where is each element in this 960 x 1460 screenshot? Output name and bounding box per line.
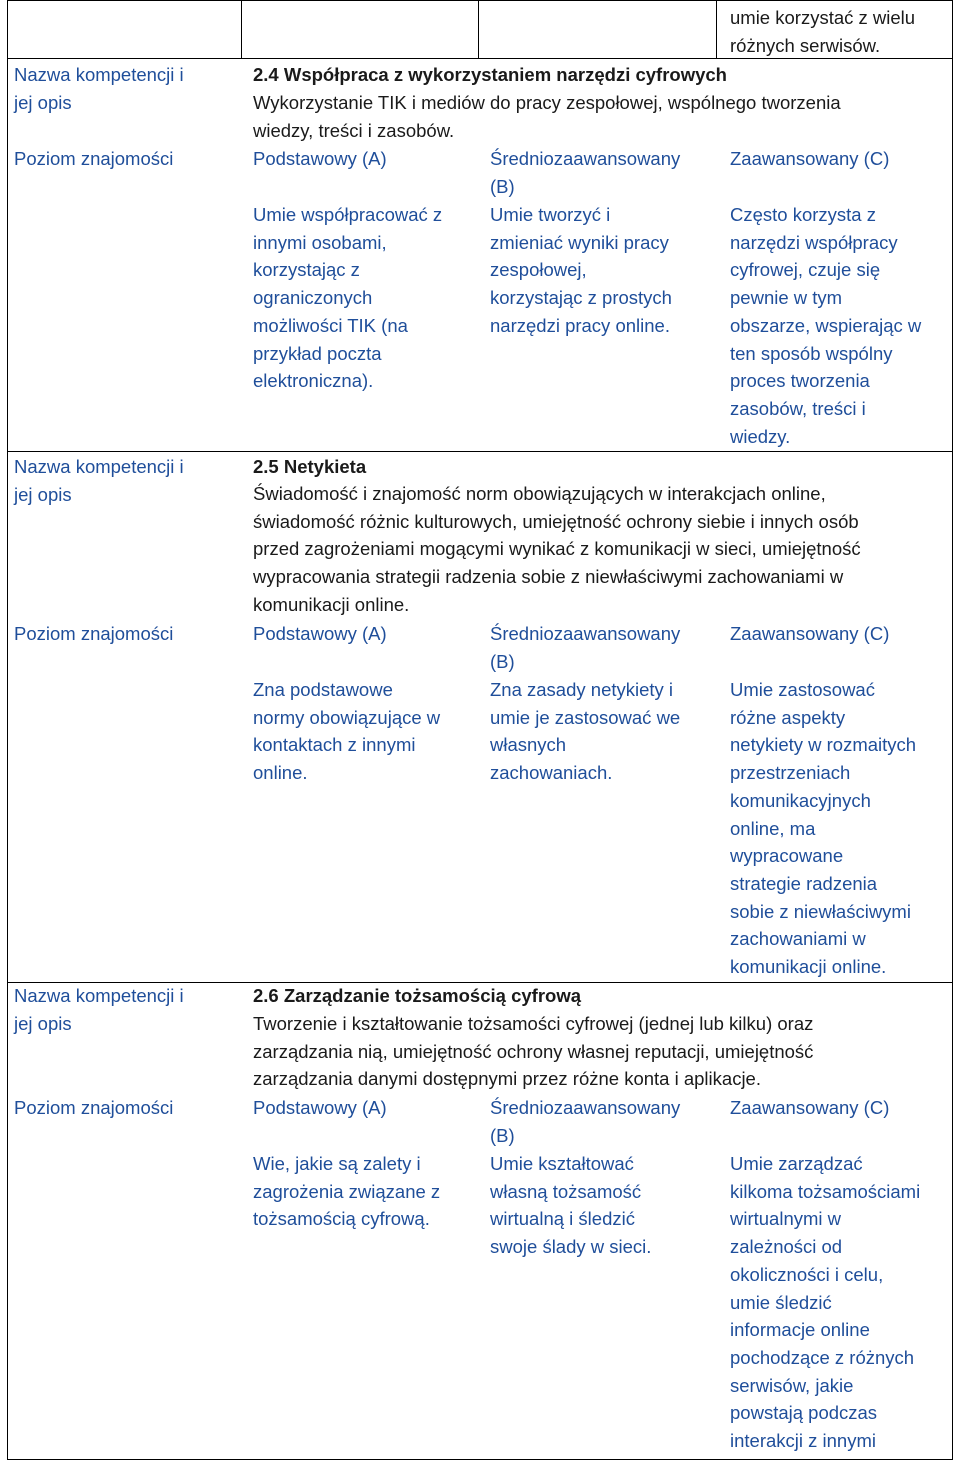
intermediate-description: Zna zasady netykiety i umie je zastosować we własnych zachowaniach. (490, 679, 681, 784)
table-border-left (7, 0, 8, 1460)
competence-description: Świadomość i znajomość norm obowiązujących w interakcjach online, świadomość różnic kulturowych, umiejętność ochrony siebie i innych osób przed zagrożeniami mogącymi wynikać z komunikacji w sieci, umiejętność wypracowania strategii radzenia sobie z niewłaściwymi zachowaniami w komunikacji online. (253, 483, 861, 615)
competence-heading: 2.5 Netykieta (253, 456, 367, 477)
level-basic-header: Podstawowy (A) (253, 623, 387, 644)
level-advanced-header: Zaawansowany (C) (730, 148, 890, 169)
level-intermediate-header: Średniozaawansowany (B) (490, 623, 681, 672)
basic-description: Wie, jakie są zalety i zagrożenia związane z tożsamością cyfrową. (253, 1153, 441, 1230)
competence-name-label: Nazwa kompetencji i jej opis (14, 985, 184, 1034)
competence-name-label: Nazwa kompetencji i jej opis (14, 456, 184, 505)
basic-description: Zna podstawowe normy obowiązujące w kontaktach z innymi online. (253, 679, 441, 784)
competence-heading: 2.4 Współpraca z wykorzystaniem narzędzi cyfrowych (253, 64, 727, 85)
advanced-description: Umie zarządzać kilkoma tożsamościami wirtualnymi w zależności od okoliczności i celu, umie śledzić informacje online pochodzące z różnych serwisów, jakie powstają podczas interakcji z innymi (730, 1153, 921, 1452)
competence-name-label: Nazwa kompetencji i jej opis (14, 64, 184, 113)
intermediate-description: Umie tworzyć i zmieniać wyniki pracy zespołowej, korzystając z prostych narzędzi pracy online. (490, 204, 672, 336)
level-advanced-header: Zaawansowany (C) (730, 623, 890, 644)
row-divider (7, 451, 953, 452)
level-basic-header: Podstawowy (A) (253, 148, 387, 169)
level-label: Poziom znajomości (14, 623, 174, 644)
level-label: Poziom znajomości (14, 1097, 174, 1118)
level-intermediate-header: Średniozaawansowany (B) (490, 148, 681, 197)
column-divider (716, 0, 717, 58)
competence-description: Tworzenie i kształtowanie tożsamości cyfrowej (jednej lub kilku) oraz zarządzania nią, umiejętność ochrony własnej reputacji, umiejętność zarządzania danymi dostępnymi przez różne konta i aplikacje. (253, 1013, 814, 1090)
intermediate-description: Umie kształtować własną tożsamość wirtualną i śledzić swoje ślady w sieci. (490, 1153, 652, 1258)
level-advanced-header: Zaawansowany (C) (730, 1097, 890, 1118)
carryover-advanced-text: umie korzystać z wielu różnych serwisów. (730, 7, 916, 56)
level-label: Poziom znajomości (14, 148, 174, 169)
advanced-description: Często korzysta z narzędzi współpracy cyfrowej, czuje się pewnie w tym obszarze, wspierając w ten sposób wspólny proces tworzenia zasobów, treści i wiedzy. (730, 204, 922, 447)
competence-description: Wykorzystanie TIK i mediów do pracy zespołowej, wspólnego tworzenia wiedzy, treści i zasobów. (253, 92, 841, 141)
level-basic-header: Podstawowy (A) (253, 1097, 387, 1118)
column-divider (241, 0, 242, 58)
row-divider (7, 0, 953, 1)
advanced-description: Umie zastosować różne aspekty netykiety w rozmaitych przestrzeniach komunikacyjnych online, ma wypracowane strategie radzenia sobie z niewłaściwymi zachowaniami w komunikacji online. (730, 679, 917, 978)
column-divider (478, 0, 479, 58)
competence-heading: 2.6 Zarządzanie tożsamością cyfrową (253, 985, 581, 1006)
basic-description: Umie współpracować z innymi osobami, korzystając z ograniczonych możliwości TIK (na przykład poczta elektroniczna). (253, 204, 443, 392)
table-border-right (952, 0, 953, 1460)
level-intermediate-header: Średniozaawansowany (B) (490, 1097, 681, 1146)
competence-table (7, 0, 953, 1460)
